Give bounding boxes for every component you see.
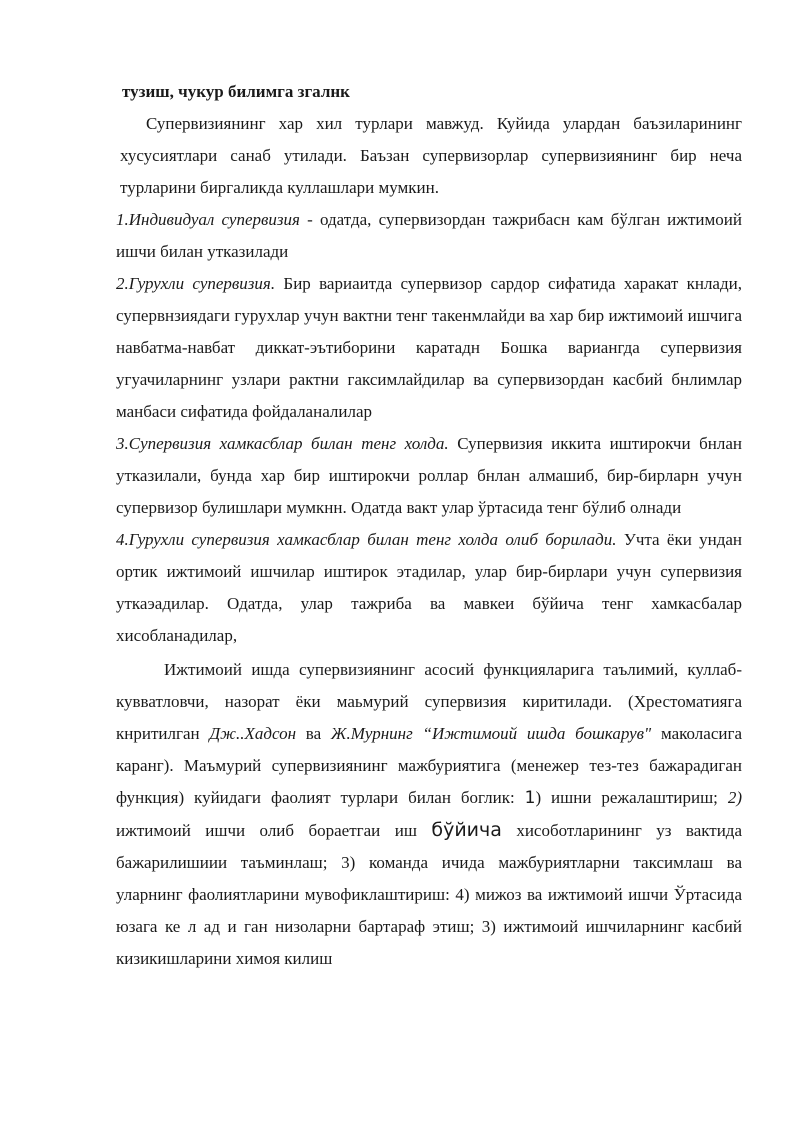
functions-part2: маколасига каранг). Маъмурий супервизиянинг мажбуриятига (менежер тез-тез бажарадиган функция) куйидаги фаолият турлари билан боглик:	[116, 724, 742, 807]
functions-part5: хисоботларининг уз вактида бажарилишиии таъминлаш; 3) команда ичида мажбуриятларни таксимлаш ва уларнинг фаолиятларини мувофиклаштириш: 4) мижоз ва ижтимоий ишчи Ўртасида юзага ке л ад и ган низоларни бартараф этиш; 3) ижтимоий ишчиларнинг касбий кизикишларини химоя килиш	[116, 821, 743, 968]
functions-paragraph	[116, 654, 742, 975]
type-4-text: Учта ёки ундан ортик ижтимоий ишчилар иштирок этадилар, улар бир-бирлари учун супервизия уткаэадилар. Одатда, улар тажриба ва мавкеи бўйича тенг хамкасбалар хисобланадилар,	[116, 530, 742, 645]
type-1-title: 1.Индивидуал супервизия	[116, 210, 300, 229]
functions-part1: Ижтимоий ишда супервизиянинг асосий функцияларига таълимий, куллаб-кувватловчи, назорат ёки маьмурий супервизия киритилади. (Хрестоматияга кнритилган	[116, 660, 742, 743]
type-3-title: 3.Супервизия хамкасблар билан тенг холда.	[116, 434, 449, 453]
word-boyicha: бўйича	[431, 819, 502, 841]
functions-part4: ижтимоий ишчи олиб бораетгаи иш	[116, 821, 432, 840]
list-number-1: 1	[524, 788, 536, 808]
type-4-paragraph	[116, 524, 742, 652]
type-2-paragraph	[116, 268, 742, 428]
functions-part3: ) ишни режалаштириш;	[535, 788, 728, 807]
functions-and: ва	[296, 724, 331, 743]
continued-heading: тузиш, чукур билимга згалнк	[122, 82, 350, 101]
article-title: “Ижтимоий ишда бошкарув"	[412, 724, 652, 743]
list-number-2: 2)	[727, 788, 742, 807]
author-hudson: Дж..Хадсон	[209, 724, 297, 743]
type-3-paragraph	[116, 428, 742, 524]
author-murning: Ж.Мурнинг	[330, 724, 413, 743]
intro-paragraph: Супервизиянинг хар хил турлари мавжуд. Куйида улардан баъзиларининг хусусиятлари санаб утилади. Баъзан супервизорлар супервизиянинг бир неча турларини биргаликда куллашлари мумкин.	[120, 114, 742, 197]
type-1-text: - одатда, супервизордан тажрибасн кам бўлган ижтимоий ишчи билан утказилади	[116, 210, 742, 261]
type-2-text: Бир вариаитда супервизор сардор сифатида харакат кнлади, супервнзиядаги гурухлар учун вактни тенг такенмлайди ва хар бир ижтимоий ишчига навбатма-навбат диккат-эътиборини каратадн Бошка вариангда супервизия угуачиларнинг узлари рактни гаксимлайдилар ва супервизордан касбий бнлимлар манбаси сифатида фойдаланалилар	[116, 274, 742, 421]
type-3-text: Супервизия иккита иштирокчи бнлан утказилали, бунда хар бир иштирокчи роллар бнлан алмашиб, бир-бирларн учун супервизор булишлари мумкнн. Одатда вакт улар ўртасида тенг бўлиб олнади	[116, 434, 742, 517]
type-1-paragraph	[116, 204, 742, 268]
type-2-title: 2.Гурухли супервизия.	[116, 274, 276, 293]
type-4-title: 4.Гурухли супервизия хамкасблар билан тенг холда олиб борилади.	[116, 530, 617, 549]
